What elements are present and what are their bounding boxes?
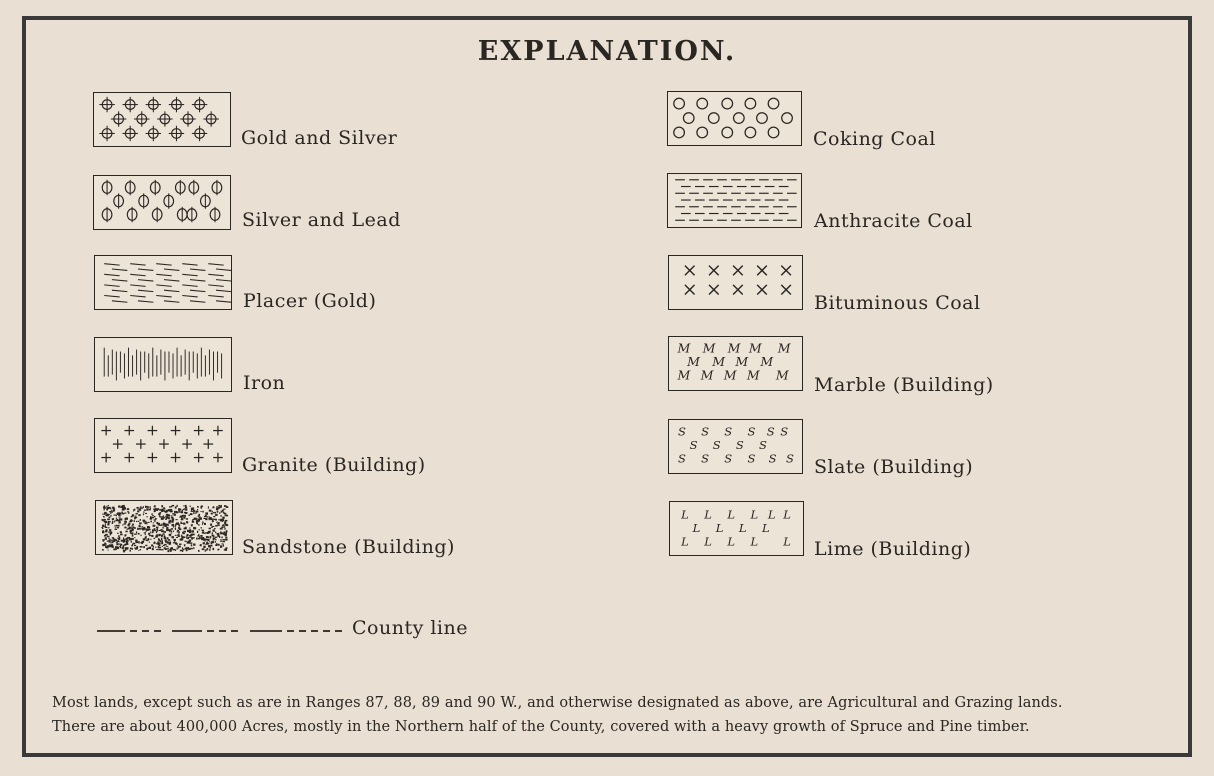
slate-swatch (668, 419, 803, 474)
svg-text:L: L (783, 507, 791, 522)
gold-and-silver-swatch (93, 92, 231, 147)
svg-text:M: M (735, 353, 749, 369)
iron-label: Iron (243, 372, 286, 394)
svg-text:L: L (767, 507, 776, 522)
granite-swatch (94, 418, 232, 473)
iron-swatch (94, 337, 232, 392)
svg-text:M: M (723, 367, 737, 383)
svg-text:S: S (747, 424, 756, 439)
svg-text:S: S (747, 451, 756, 466)
svg-text:L: L (715, 520, 724, 535)
svg-text:L: L (750, 507, 759, 522)
svg-text:L: L (681, 534, 689, 549)
marble-swatch (668, 336, 803, 391)
anthracite-coal-swatch (667, 173, 802, 228)
svg-text:S: S (724, 451, 733, 466)
lime-label: Lime (Building) (814, 538, 972, 560)
placer-gold-swatch (94, 255, 232, 310)
marble-label: Marble (Building) (814, 374, 994, 396)
svg-text:M: M (777, 340, 791, 356)
svg-text:M: M (746, 367, 760, 383)
footnote-line-2: There are about 400,000 Acres, mostly in the Northern half of the County, covered with a heavy growth of Spruce and Pine timber. (52, 719, 1030, 735)
svg-text:M: M (748, 340, 762, 356)
bituminous-coal-label: Bituminous Coal (814, 292, 981, 314)
svg-text:S: S (766, 424, 775, 439)
granite-label: Granite (Building) (242, 454, 426, 476)
svg-text:M: M (687, 353, 700, 369)
svg-text:S: S (701, 424, 710, 439)
svg-text:S: S (735, 437, 744, 452)
gold-and-silver-label: Gold and Silver (241, 127, 398, 149)
svg-text:M: M (775, 367, 789, 383)
svg-text:S: S (678, 424, 686, 439)
svg-text:S: S (785, 451, 794, 466)
legend-title: EXPLANATION. (477, 36, 737, 67)
coking-coal-label: Coking Coal (813, 128, 936, 150)
svg-text:M: M (712, 353, 726, 369)
svg-text:M: M (677, 340, 691, 356)
coking-coal-swatch (667, 91, 802, 146)
svg-text:M: M (700, 367, 714, 383)
lime-swatch (669, 501, 804, 556)
county-line-label: County line (352, 617, 468, 639)
svg-text:M: M (677, 367, 691, 383)
svg-text:L: L (750, 534, 759, 549)
footnote-line-1: Most lands, except such as are in Ranges 87, 88, 89 and 90 W., and otherwise designated as above, are Agricultural and Grazing lands. (52, 695, 1063, 711)
slate-label: Slate (Building) (814, 456, 974, 478)
svg-text:L: L (738, 520, 747, 535)
svg-text:L: L (704, 507, 712, 522)
svg-text:S: S (712, 437, 721, 452)
svg-text:L: L (704, 534, 712, 549)
svg-text:S: S (724, 424, 733, 439)
placer-gold-label: Placer (Gold) (243, 290, 377, 312)
svg-text:L: L (727, 534, 736, 549)
anthracite-coal-label: Anthracite Coal (814, 210, 973, 232)
svg-text:L: L (727, 507, 736, 522)
svg-text:L: L (783, 534, 791, 549)
silver-and-lead-label: Silver and Lead (242, 209, 401, 231)
bituminous-coal-swatch (668, 255, 803, 310)
svg-text:L: L (681, 507, 689, 522)
svg-text:S: S (701, 451, 710, 466)
svg-text:L: L (762, 520, 770, 535)
sandstone-swatch (95, 500, 233, 555)
svg-text:S: S (768, 451, 777, 466)
svg-text:M: M (727, 340, 741, 356)
svg-text:L: L (692, 520, 701, 535)
svg-text:S: S (678, 451, 686, 466)
svg-text:M: M (702, 340, 716, 356)
silver-and-lead-swatch (93, 175, 231, 230)
svg-text:S: S (689, 437, 698, 452)
county-line-symbol (97, 624, 342, 636)
sandstone-label: Sandstone (Building) (242, 536, 455, 558)
svg-text:S: S (780, 424, 789, 439)
footnote (52, 691, 1063, 739)
svg-text:M: M (760, 353, 774, 369)
svg-text:S: S (759, 437, 767, 452)
